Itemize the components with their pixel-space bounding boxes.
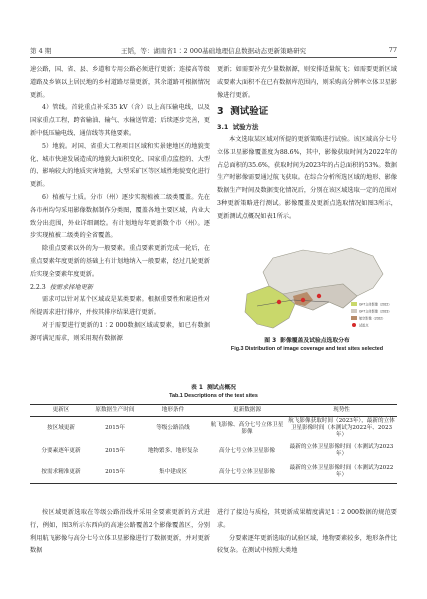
table-cell: 等级公路沿线: [156, 425, 190, 432]
table-row: [30, 441, 397, 462]
table-cell: 分要素逐年更新: [41, 447, 81, 454]
table-cell: 地物繁多、地形复杂: [147, 447, 199, 454]
test-site-marker: [317, 294, 321, 298]
test-sites-table: [30, 404, 397, 484]
paragraph: 更新；如需要补充少量数据源，则安排适量航飞；如需要更新区域或要素大面积不在已有数据库范围内，则采购高分辨率立体卫星影像进行更新。: [217, 66, 397, 99]
left-column: [30, 64, 210, 346]
header-rule: [30, 57, 397, 58]
figure-caption: 图 3 影像覆盖及试验点选取分布 Fig.3 Distribution of image coverage and test sites selected: [230, 338, 384, 352]
table-cell: 按区域更新: [47, 425, 75, 432]
legend-swatch: [351, 309, 357, 313]
table-row: [30, 462, 397, 484]
subsection-heading: 2.2.3 按需求择地更新: [30, 283, 93, 291]
issue-number: 第 4 期: [30, 47, 52, 55]
table-cell: 最新的立体卫星影像时间（本测试为2022年）: [286, 462, 397, 484]
subsection-heading: 3.1 试验方法: [217, 123, 259, 132]
table-cell: 航飞影像、高分七号立体卫星影像: [210, 421, 284, 435]
table-cell: 最新的立体卫星影像时间（本测试为2023年）: [289, 443, 394, 458]
paragraph: 分要素逐年更新选取的试验区域，地物要素较多，地形条件比较复杂。在测试中按照大类地: [217, 534, 397, 555]
paragraph: 速公路，国、省、县、乡道和专用公路必须进行更新；连接高等级道路及乡镇以上居民地的乡村道路尽量更新，其余道路可根据情况更新。: [30, 66, 210, 99]
paragraph: 进行了接边与质检，其更新成果精度满足1∶2 000数据的规范要求。: [217, 509, 397, 529]
legend-label: 航空影像（2022）: [359, 316, 386, 321]
table-caption: 表 1 测试点概况 Tab.1 Descriptions of the test sites: [169, 385, 258, 399]
bottom-left-column: [30, 507, 210, 558]
legend-swatch: [351, 316, 357, 320]
legend-label: GF7立体影像（2023）: [359, 309, 392, 314]
paragraph: 5）地貌。对国、省重大工程项目区域和实景建地区的地貌变化、城市快速发展造成的地貌大面积变化、国家重点监控的、大型的、影响较大的地质灾害地貌，大型采矿区等区域性地貌变化进行更新。: [30, 142, 210, 189]
paragraph: 需求可以针对某个区域或是某类要素。根据重要性和紧迫性对所提需求进行排序，并按其排序结果进行更新。: [30, 296, 210, 317]
table-cell: 集中建成区: [138, 462, 208, 484]
table-cell: 2015年: [105, 447, 125, 454]
paragraph: 对于需要进行更新的1∶2 000数据区域或要素，如已有数据源可满足需求，则采用现有数据源: [30, 321, 210, 342]
column-header: 现势性: [286, 405, 397, 417]
column-header: 更新数据源: [208, 405, 286, 417]
table-cell: 高分七号立体卫星影像: [208, 462, 286, 484]
right-column: [217, 64, 397, 224]
table-cell: 按需求精准更新: [30, 462, 92, 484]
running-title: 王韬，等：湖南省1∶2 000基础地理信息数据动态更新策略研究: [120, 47, 307, 55]
table-cell: 2015年: [105, 425, 125, 432]
table-cell: 2015年: [92, 462, 138, 484]
table-cell: 航飞影像获取时间（2023年），最新的立体卫星影像时间（本测试为2022年、2023年）: [288, 418, 395, 439]
table-header-row: [30, 405, 397, 417]
column-header: 地形条件: [138, 405, 208, 417]
paragraph: 本文选取某区域对所提的更新策略进行试验。该区域高分七号立体卫星影像覆盖度为88.6%，其中，影像获取时间为2022年的占总面积的35.6%，获取时间为2023年的占总面积的53%。数据生产时影像需要通过航飞获取。在综合分析所选区域的地形、影像数据生产时间及数据变化情况后，分别在该区域选取一定的范围对3种更新策略进行测试。影像覆盖及更新点选取情况如图3所示，更新测试点概况如表1所示。: [217, 135, 397, 220]
test-site-marker: [301, 298, 305, 302]
column-header: 原数据生产时间: [92, 405, 138, 417]
legend-label: GF7立体影像（2022）: [359, 302, 392, 307]
column-header: 更新区: [30, 405, 92, 417]
page-number: 77: [388, 46, 397, 54]
section-heading: 3 测试验证: [217, 106, 269, 118]
bottom-right-column: [217, 507, 397, 558]
paragraph: 6）植被与土质。分市（州）逐步实现植被二级类覆盖。先在各市州均匀采用影像数据制作分类图，覆盖各地主要区域，内业大致分出范围，外业详细调绘。有计划地每年更新数个市（州）。逐步实现植被二级类的全省覆盖。: [30, 193, 210, 240]
legend-swatch: [351, 302, 357, 306]
table-cell: 高分七号立体卫星影像: [219, 447, 275, 454]
paragraph: 除重点要素以外的为一般要素。重点要素更新完成一轮后，在重点要素年度更新的基础上有计划地纳入一般要素，经过几轮更新后实现全要素年度更新。: [30, 245, 210, 278]
paragraph: 按区域更新选取在等级公路沿线并采用全要素更新的方式进行，例如，图3所示东西向的高速公路覆盖2个影像覆盖区，分别利用航飞影像与高分七号立体卫星影像进行了数据更新，并对更新数据: [30, 509, 210, 555]
legend-swatch: [352, 323, 356, 327]
coverage-map: [233, 244, 397, 334]
table-row: [30, 417, 397, 441]
test-site-marker: [277, 300, 281, 304]
paragraph: 4）管线。首轮重点补采35 kV（含）以上高压输电线，以及国家重点工程，跨省输油、输气、水输送管道；后续逐步完善，更新中低压输电线、通信线等其他要素。: [30, 104, 210, 137]
legend-label: 试验点: [359, 323, 369, 328]
